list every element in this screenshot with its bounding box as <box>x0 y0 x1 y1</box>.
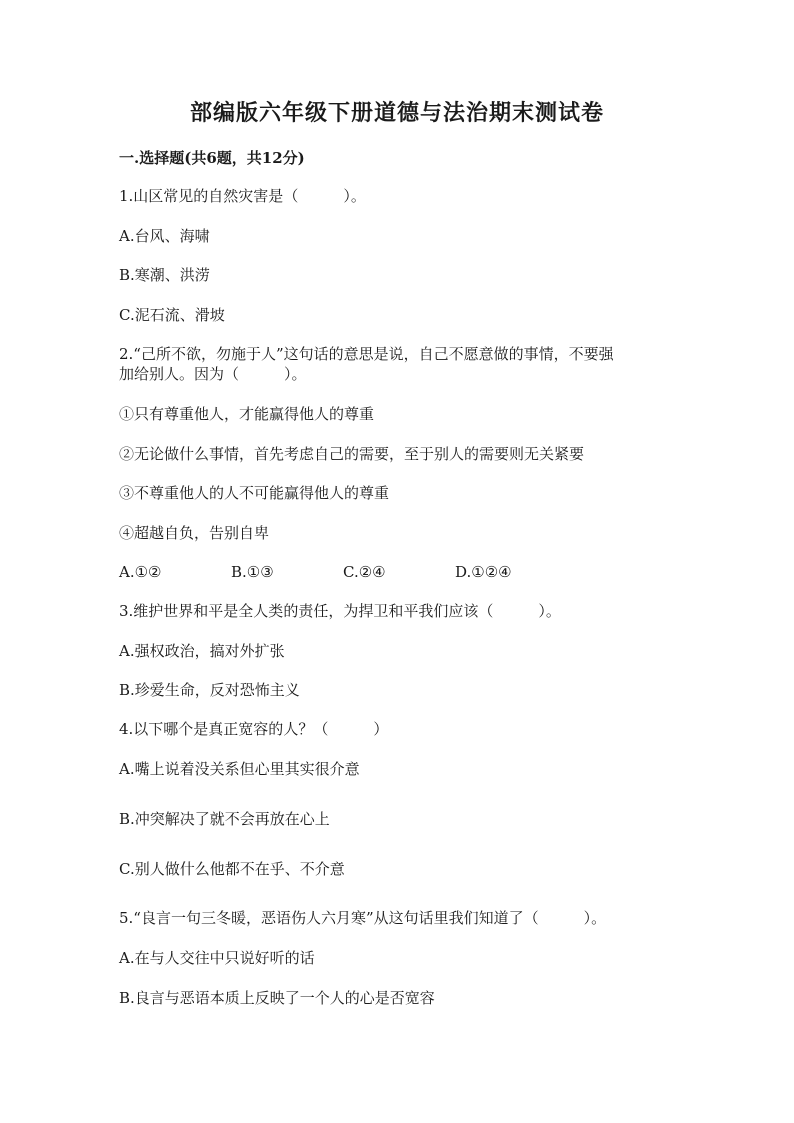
question-1-option-a: A.台风、海啸 <box>119 227 210 245</box>
question-2-statement-4: ④超越自负，告别自卑 <box>119 524 270 542</box>
question-2-option-d: D.①②④ <box>455 563 512 581</box>
question-5-option-a: A.在与人交往中只说好听的话 <box>119 949 315 967</box>
question-5-option-b: B.良言与恶语本质上反映了一个人的心是否宽容 <box>119 989 435 1007</box>
page-title: 部编版六年级下册道德与法治期末测试卷 <box>189 100 604 126</box>
question-1-option-b: B.寒潮、洪涝 <box>119 266 210 284</box>
question-2-option-a: A.①② <box>119 563 162 581</box>
question-4-stem: 4.以下哪个是真正宽容的人？（ ） <box>119 720 389 738</box>
question-2-stem-line-2: 加给别人。因为（ ）。 <box>119 365 307 383</box>
question-4-option-b: B.冲突解决了就不会再放在心上 <box>119 810 330 828</box>
question-5-stem: 5.“良言一句三冬暖，恶语伤人六月寒”从这句话里我们知道了（ ）。 <box>119 909 607 927</box>
question-2-statement-3: ③不尊重他人的人不可能赢得他人的尊重 <box>119 484 390 502</box>
question-2-option-c: C.②④ <box>343 563 386 581</box>
question-4-option-c: C.别人做什么他都不在乎、不介意 <box>119 860 345 878</box>
question-2-stem-line-1: 2.“己所不欲，勿施于人”这句话的意思是说，自己不愿意做的事情，不要强 <box>119 345 614 363</box>
question-2-option-b: B.①③ <box>231 563 274 581</box>
section-heading: 一.选择题(共6题，共12分) <box>119 149 305 167</box>
question-2-statement-1: ①只有尊重他人，才能赢得他人的尊重 <box>119 405 375 423</box>
question-1-stem: 1.山区常见的自然灾害是（ ）。 <box>119 187 366 205</box>
question-2-statement-2: ②无论做什么事情，首先考虑自己的需要，至于别人的需要则无关紧要 <box>119 445 585 463</box>
question-3-option-a: A.强权政治，搞对外扩张 <box>119 642 285 660</box>
question-4-option-a: A.嘴上说着没关系但心里其实很介意 <box>119 760 360 778</box>
question-1-option-c: C.泥石流、滑坡 <box>119 306 225 324</box>
question-3-option-b: B.珍爱生命，反对恐怖主义 <box>119 681 300 699</box>
question-3-stem: 3.维护世界和平是全人类的责任，为捍卫和平我们应该（ ）。 <box>119 602 561 620</box>
